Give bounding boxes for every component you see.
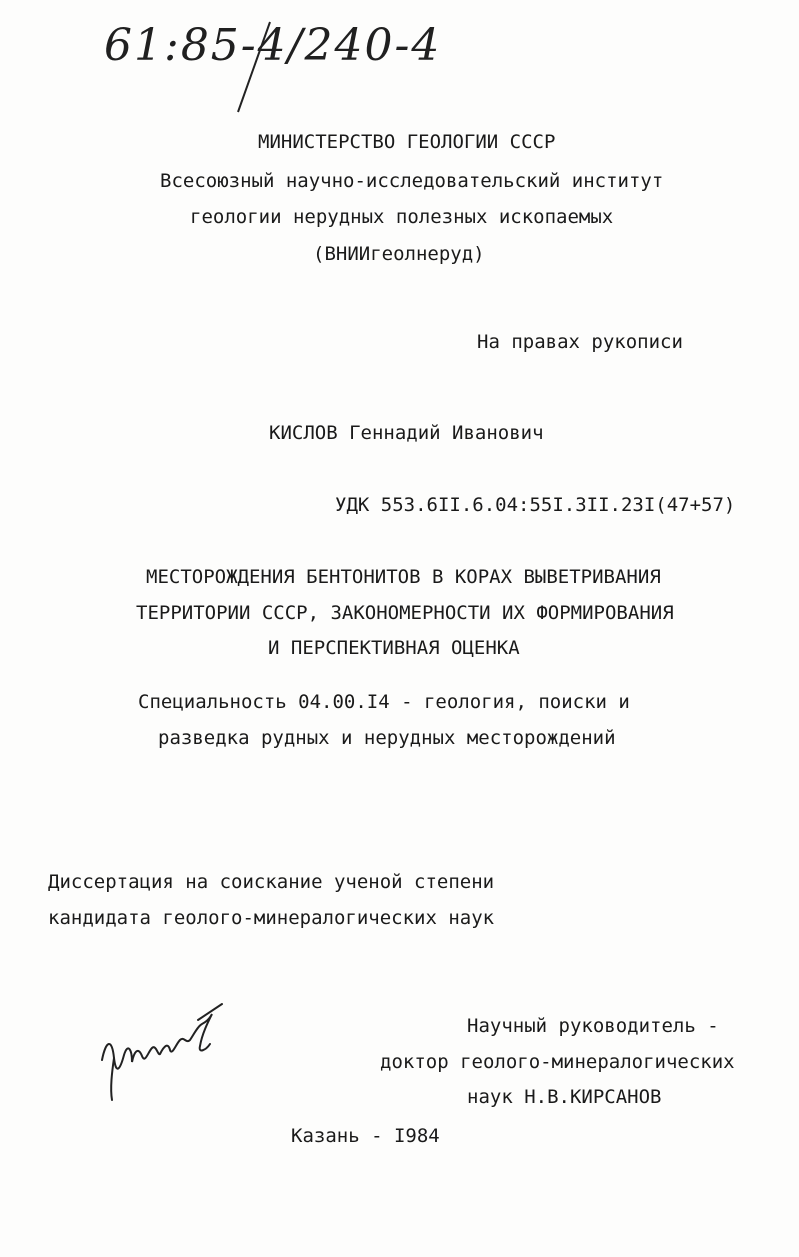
specialty-line-2: разведка рудных и нерудных месторождений bbox=[158, 727, 616, 749]
dissertation-line-1: Диссертация на соискание ученой степени bbox=[48, 871, 495, 893]
author-name: КИСЛОВ Геннадий Иванович bbox=[269, 422, 544, 444]
title-line-3: И ПЕРСПЕКТИВНАЯ ОЦЕНКА bbox=[268, 637, 520, 659]
specialty-line-1: Специальность 04.00.I4 - геология, поиски и bbox=[138, 691, 630, 713]
udc-code: УДК 553.6II.6.04:55I.3II.23I(47+57) bbox=[335, 494, 736, 516]
archive-number-stroke bbox=[230, 20, 280, 115]
supervisor-line-1: Научный руководитель - bbox=[467, 1015, 719, 1037]
institute-abbreviation: (ВНИИгеолнеруд) bbox=[313, 243, 485, 265]
title-line-1: МЕСТОРОЖДЕНИЯ БЕНТОНИТОВ В КОРАХ ВЫВЕТРИВАНИЯ bbox=[146, 566, 661, 588]
handwritten-signature bbox=[98, 1000, 228, 1105]
archive-number: 61:85-4/240-4 bbox=[104, 20, 442, 71]
dissertation-line-2: кандидата геолого-минералогических наук bbox=[48, 907, 495, 929]
title-line-2: ТЕРРИТОРИИ СССР, ЗАКОНОМЕРНОСТИ ИХ ФОРМИРОВАНИЯ bbox=[136, 602, 674, 624]
place-and-year: Казань - I984 bbox=[291, 1125, 440, 1147]
manuscript-note: На правах рукописи bbox=[477, 331, 683, 353]
supervisor-line-2: доктор геолого-минералогических bbox=[380, 1051, 735, 1073]
supervisor-line-3: наук Н.В.КИРСАНОВ bbox=[467, 1086, 662, 1108]
institute-line-1: Всесоюзный научно-исследовательский институт bbox=[160, 170, 664, 192]
ministry-name: МИНИСТЕРСТВО ГЕОЛОГИИ СССР bbox=[258, 131, 556, 153]
institute-line-2: геологии нерудных полезных ископаемых bbox=[190, 206, 614, 228]
